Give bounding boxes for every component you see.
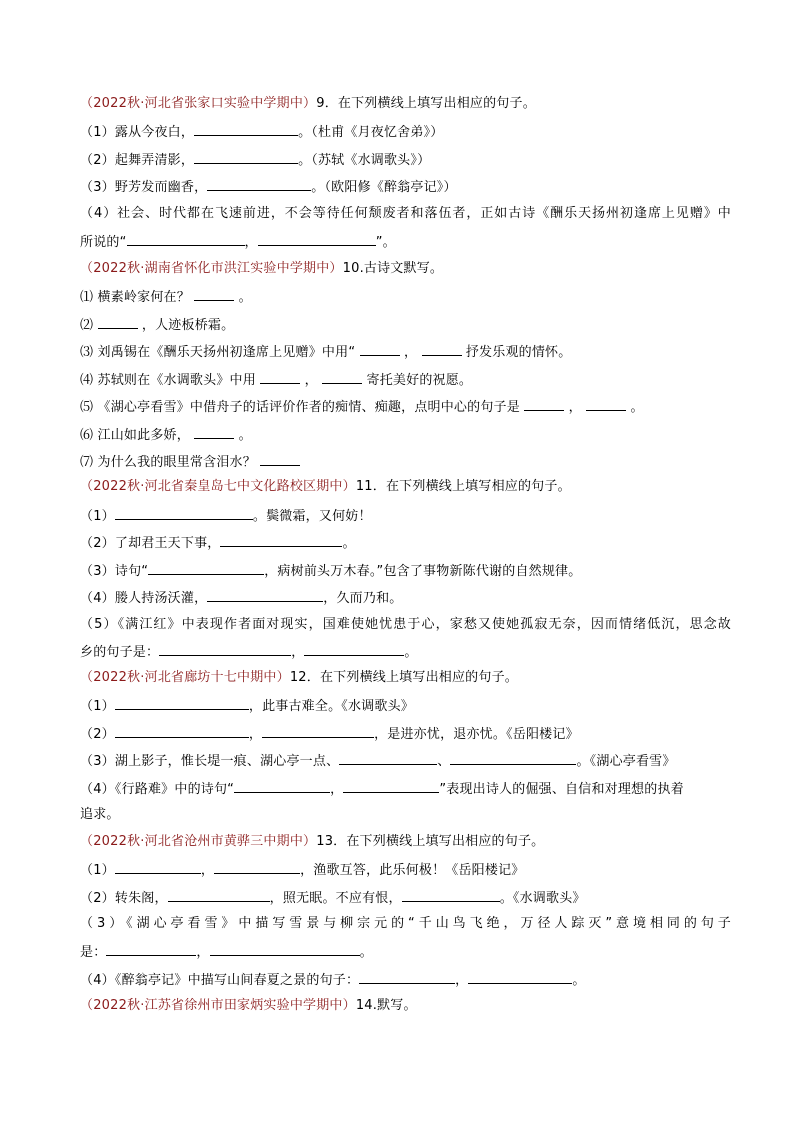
q10-line-7 <box>80 453 731 471</box>
q13-line-4-post: 。 <box>572 973 586 988</box>
answer-blank[interactable] <box>194 123 298 136</box>
q10-line-5-mid: ， <box>568 400 582 415</box>
answer-blank[interactable] <box>115 861 201 874</box>
q9-item-1-pre: （1）露从今夜白， <box>80 125 195 140</box>
q9-item-3-pre: （3）野芳发而幽香， <box>80 180 208 195</box>
q10-line-3 <box>80 343 731 361</box>
q13-line-3-post: 。 <box>359 945 373 960</box>
answer-blank[interactable] <box>260 453 300 466</box>
q11-title: 11．在下列横线上填写相应的句子。 <box>355 479 571 494</box>
q12-line-3-pre: （3）湖上影子，惟长堤一痕、湖心亭一点、 <box>80 754 340 769</box>
q12-line-1 <box>80 697 731 715</box>
q12-line-4-pre: （4）《行路难》中的诗句“ <box>80 782 235 797</box>
q10-line-2 <box>80 316 731 334</box>
q10-line-2-post: ，人迹板桥霜。 <box>141 318 235 333</box>
q9-item-2-pre: （2）起舞弄清影， <box>80 153 195 168</box>
answer-blank[interactable] <box>322 371 362 384</box>
answer-blank[interactable] <box>359 971 455 984</box>
q13-line-1 <box>80 861 731 879</box>
q12-line-3 <box>80 752 731 770</box>
q13-line-2-pre: （2）转朱阁， <box>80 891 168 906</box>
q10-line-6-pre: ⑹ 江山如此多娇， <box>80 428 190 443</box>
answer-blank[interactable] <box>210 943 360 956</box>
q14-header <box>80 998 731 1014</box>
q9-item-2-post: 。（苏轼《水调歌头》） <box>298 153 431 168</box>
q13-line-1-post: ，渔歌互答，此乐何极！《岳阳楼记》 <box>300 863 525 878</box>
q13-line-2 <box>80 889 731 907</box>
answer-blank[interactable] <box>450 752 576 765</box>
q10-source: （2022秋·湖南省怀化市洪江实验中学期中） <box>80 261 343 276</box>
q11-line-3-pre: （3）诗句“ <box>80 564 149 579</box>
answer-blank[interactable] <box>343 780 439 793</box>
q11-line-2-pre: （2）了却君王天下事， <box>80 536 221 551</box>
q12-line-4-mid: ， <box>330 782 344 797</box>
q13-line-4-pre: （4）《醉翁亭记》中描写山间春夏之景的句子： <box>80 973 360 988</box>
answer-blank[interactable] <box>339 752 437 765</box>
answer-blank[interactable] <box>234 780 330 793</box>
q9-item-1-post: 。（杜甫《月夜忆舍弟》） <box>298 125 444 140</box>
q12-line-1-pre: （1） <box>80 699 115 714</box>
q13-line-3a: （3）《湖心亭看雪》中描写雪景与柳宗元的“千山鸟飞绝，万径人踪灭”意境相同的句子 <box>80 916 731 931</box>
q12-header <box>80 670 731 686</box>
q9-item-4-line-2 <box>80 233 731 251</box>
q10-line-4-post: 寄托美好的祝愿。 <box>366 373 473 388</box>
q12-line-4 <box>80 780 731 798</box>
q11-line-1-pre: （1） <box>80 509 115 524</box>
q11-line-1 <box>80 507 731 525</box>
q12-line-4b: 追求。 <box>80 807 120 822</box>
q11-line-5a: （5）《满江红》中表现作者面对现实，国难使她忧患于心，家愁又使她孤寂无奈，因而情绪低沉，思念故 <box>80 617 731 632</box>
q13-line-1-mid: ， <box>200 863 215 878</box>
q12-line-2-pre: （2） <box>80 727 115 742</box>
q11-line-5-mid: ， <box>291 645 305 660</box>
answer-blank[interactable] <box>194 426 234 439</box>
answer-blank[interactable] <box>360 343 400 356</box>
q10-line-3-post: 抒发乐观的情怀。 <box>465 345 572 360</box>
answer-blank[interactable] <box>260 371 300 384</box>
q12-line-4-post: ”表现出诗人的倔强、自信和对理想的执着 <box>439 782 684 797</box>
answer-blank[interactable] <box>207 178 311 191</box>
q12-title: 12．在下列横线上填写出相应的句子。 <box>289 670 518 685</box>
answer-blank[interactable] <box>127 233 245 246</box>
q9-item-4-line-1: （4）社会、时代都在飞速前进，不会等待任何颓废者和落伍者，正如古诗《酬乐天扬州初逢席上见赠》中 <box>80 206 731 221</box>
q13-title: 13．在下列横线上填写出相应的句子。 <box>316 834 545 849</box>
answer-blank[interactable] <box>468 971 572 984</box>
answer-blank[interactable] <box>214 861 300 874</box>
q13-line-2-post: 。《水调歌头》 <box>499 891 586 906</box>
q9-title: 9．在下列横线上填写出相应的句子。 <box>316 96 536 111</box>
answer-blank[interactable] <box>422 343 462 356</box>
answer-blank[interactable] <box>220 534 342 547</box>
q9-item-1 <box>80 123 731 141</box>
q9-item-4-mid: ， <box>244 235 258 250</box>
answer-blank[interactable] <box>106 943 196 956</box>
q9-item-2 <box>80 151 731 169</box>
q9-item-4-pre: 所说的“ <box>80 235 127 250</box>
q13-line-2-mid: ，照无眠。不应有恨， <box>269 891 402 906</box>
q10-line-6 <box>80 426 731 444</box>
q14-source: （2022秋·江苏省徐州市田家炳实验中学期中） <box>80 998 356 1013</box>
q9-item-3 <box>80 178 731 196</box>
q11-line-4 <box>80 589 731 607</box>
q12-line-2-mid: ， <box>248 727 263 742</box>
q12-line-2 <box>80 725 731 743</box>
answer-blank[interactable] <box>402 889 500 902</box>
q10-line-4-mid: ， <box>304 373 318 388</box>
q12-line-2-post: ，是进亦忧，退亦忧。《岳阳楼记》 <box>374 727 579 742</box>
q11-line-5-post: 。 <box>404 645 418 660</box>
answer-blank[interactable] <box>115 697 249 710</box>
answer-blank[interactable] <box>148 562 264 575</box>
q11-line-4-pre: （4）媵人持汤沃灌， <box>80 591 208 606</box>
q13-line-4-mid: ， <box>455 973 469 988</box>
q12-line-3-mid: 、 <box>437 754 451 769</box>
q10-line-4 <box>80 371 731 389</box>
q13-line-1-pre: （1） <box>80 863 115 878</box>
q12-line-1-post: ，此事古难全。《水调歌头》 <box>248 699 414 714</box>
q13-line-3-pre: 是： <box>80 945 107 960</box>
q10-line-6-post: 。 <box>238 428 252 443</box>
q11-line-3 <box>80 562 731 580</box>
q14-title: 14.默写。 <box>355 998 417 1013</box>
q12-source: （2022秋·河北省廊坊十七中期中） <box>80 670 290 685</box>
q10-header <box>80 261 731 277</box>
q9-source: （2022秋·河北省张家口实验中学期中） <box>80 96 317 111</box>
answer-blank[interactable] <box>207 589 323 602</box>
q12-line-3-post: 。《湖心亭看雪》 <box>576 754 676 769</box>
answer-blank[interactable] <box>115 725 249 738</box>
q9-item-3-post: 。（欧阳修《醉翁亭记》） <box>311 180 457 195</box>
q11-line-2-post: 。 <box>342 536 356 551</box>
q9-header <box>80 96 731 112</box>
answer-blank[interactable] <box>194 288 234 301</box>
answer-blank[interactable] <box>194 151 298 164</box>
q10-line-3-pre: ⑶ 刘禹锡在《酬乐天扬州初逢席上见赠》中用“ <box>80 345 356 360</box>
q10-line-1-post: 。 <box>238 290 252 305</box>
answer-blank[interactable] <box>98 316 138 329</box>
q13-line-3b <box>80 943 731 961</box>
q13-line-4 <box>80 971 731 989</box>
q11-line-4-post: ，久而乃和。 <box>323 591 403 606</box>
q13-line-3-mid: ， <box>196 945 210 960</box>
answer-blank[interactable] <box>159 643 291 656</box>
q13-source: （2022秋·河北省沧州市黄骅三中期中） <box>80 834 317 849</box>
q11-source: （2022秋·河北省秦皇岛七中文化路校区期中） <box>80 479 356 494</box>
q13-header <box>80 834 731 850</box>
answer-blank[interactable] <box>258 233 376 246</box>
q10-title: 10.古诗文默写。 <box>342 261 444 276</box>
q10-line-5-pre: ⑸ 《湖心亭看雪》中借舟子的话评价作者的痴情、痴趣，点明中心的句子是 <box>80 400 520 415</box>
q11-line-2 <box>80 534 731 552</box>
q11-line-3-post: ，病树前头万木春。”包含了事物新陈代谢的自然规律。 <box>264 564 582 579</box>
answer-blank[interactable] <box>304 643 404 656</box>
q10-line-1 <box>80 288 731 306</box>
q10-line-5 <box>80 398 731 416</box>
q10-line-1-pre: ⑴ 横素岭家何在？ <box>80 290 190 305</box>
q10-line-4-pre: ⑷ 苏轼则在《水调歌头》中用 <box>80 373 256 388</box>
q10-line-5-post: 。 <box>630 400 644 415</box>
answer-blank[interactable] <box>115 507 253 520</box>
q10-line-3-mid: ， <box>403 345 418 360</box>
q11-line-1-post: 。鬓微霜，又何妨！ <box>252 509 372 524</box>
answer-blank[interactable] <box>262 725 374 738</box>
q11-header <box>80 479 731 495</box>
q10-line-7-pre: ⑺ 为什么我的眼里常含泪水？ <box>80 455 256 470</box>
q9-item-4-post: ”。 <box>375 235 396 250</box>
q11-line-5b <box>80 643 731 661</box>
answer-blank[interactable] <box>168 889 270 902</box>
answer-blank[interactable] <box>524 398 564 411</box>
answer-blank[interactable] <box>586 398 626 411</box>
q10-line-2-pre: ⑵ <box>80 318 94 333</box>
q11-line-5-pre: 乡的句子是： <box>80 645 160 660</box>
